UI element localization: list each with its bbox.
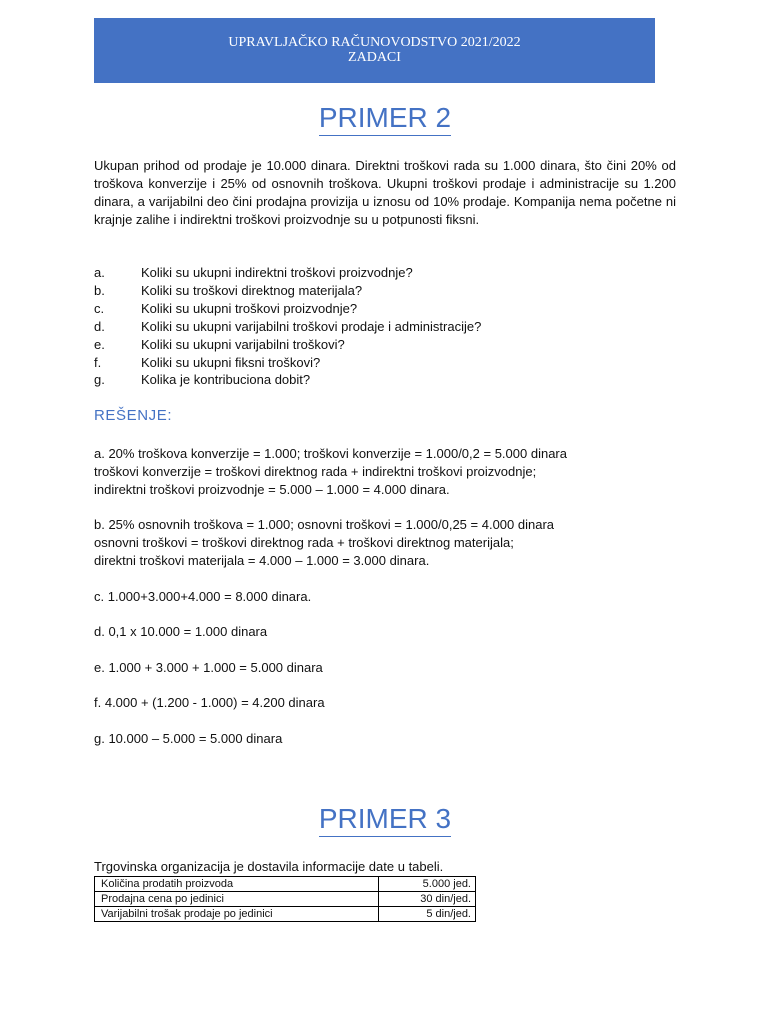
banner-subtitle: ZADACI: [348, 50, 401, 65]
answer-f: f. 4.000 + (1.200 - 1.000) = 4.200 dinara: [94, 695, 325, 710]
table-cell-label: Količina prodatih proizvoda: [95, 877, 379, 892]
table-cell-value: 30 din/jed.: [379, 892, 476, 907]
banner-title: UPRAVLJAČKO RAČUNOVODSTVO 2021/2022: [228, 35, 521, 50]
question-text: Koliki su ukupni troškovi proizvodnje?: [141, 300, 358, 316]
question-letter: b.: [94, 282, 105, 298]
question-letter: g.: [94, 372, 105, 388]
question-item: [94, 282, 676, 300]
table-cell-value: 5.000 jed.: [379, 877, 476, 892]
question-letter: d.: [94, 318, 105, 334]
answer-d: d. 0,1 x 10.000 = 1.000 dinara: [94, 624, 268, 639]
answer-line: direktni troškovi materijala = 4.000 – 1.000 = 3.000 dinara.: [94, 553, 430, 568]
question-item: [94, 371, 676, 389]
question-text: Koliki su ukupni varijabilni troškovi prodaje i administracije?: [141, 318, 482, 334]
answer-g: g. 10.000 – 5.000 = 5.000 dinara: [94, 731, 283, 746]
table-cell-value: 5 din/jed.: [379, 907, 476, 922]
question-item: [94, 264, 676, 282]
question-letter: a.: [94, 265, 105, 280]
primer2-title: PRIMER 2: [319, 102, 451, 136]
answer-b: [94, 516, 694, 570]
question-text: Kolika je kontribuciona dobit?: [141, 372, 311, 388]
question-text: Koliki su ukupni fiksni troškovi?: [141, 354, 321, 370]
question-item: [94, 336, 676, 354]
table-row: [95, 907, 476, 922]
primer2-heading: [94, 102, 676, 136]
info-table: [94, 876, 476, 922]
answer-line: osnovni troškovi = troškovi direktnog rada + troškovi direktnog materijala;: [94, 535, 514, 550]
question-text: Koliki su ukupni varijabilni troškovi?: [141, 336, 345, 352]
question-list: [94, 264, 676, 389]
table-cell-label: Prodajna cena po jedinici: [95, 892, 379, 907]
header-banner: [94, 18, 655, 83]
question-text: Koliki su troškovi direktnog materijala?: [141, 282, 363, 298]
answer-e: e. 1.000 + 3.000 + 1.000 = 5.000 dinara: [94, 660, 323, 675]
question-letter: c.: [94, 300, 105, 316]
primer2-intro: Ukupan prihod od prodaje je 10.000 dinara. Direktni troškovi rada su 1.000 dinara, što čini 20% od troškova konverzije i 25% od osnovnih troškova. Ukupni troškovi prodaje i administracije su 1.200 dinara, a varijabilni deo čini prodajna provizija u iznosu od 10% prodaje. Kompanija nema početne ni krajnje zalihe i indirektni troškovi proizvodnje su u potpunosti fiksni.: [94, 158, 676, 227]
question-letter: e.: [94, 336, 105, 352]
question-text: Koliki su ukupni indirektni troškovi proizvodnje?: [141, 265, 413, 280]
solution-heading: REŠENJE:: [94, 407, 173, 424]
question-letter: f.: [94, 354, 102, 370]
question-item: [94, 300, 676, 318]
table-row: [95, 877, 476, 892]
answer-a: [94, 445, 694, 499]
primer3-intro: Trgovinska organizacija je dostavila informacije date u tabeli.: [94, 859, 444, 874]
question-item: [94, 354, 676, 372]
answer-c: c. 1.000+3.000+4.000 = 8.000 dinara.: [94, 589, 312, 604]
primer3-title: PRIMER 3: [319, 803, 451, 837]
answer-line: a. 20% troškova konverzije = 1.000; troškovi konverzije = 1.000/0,2 = 5.000 dinara: [94, 446, 567, 461]
table-row: [95, 892, 476, 907]
answer-line: b. 25% osnovnih troškova = 1.000; osnovni troškovi = 1.000/0,25 = 4.000 dinara: [94, 517, 555, 532]
question-item: [94, 318, 676, 336]
primer3-heading: [94, 803, 676, 837]
table-cell-label: Varijabilni trošak prodaje po jedinici: [95, 907, 379, 922]
answer-line: indirektni troškovi proizvodnje = 5.000 – 1.000 = 4.000 dinara.: [94, 482, 450, 497]
answer-line: troškovi konverzije = troškovi direktnog rada + indirektni troškovi proizvodnje;: [94, 464, 537, 479]
